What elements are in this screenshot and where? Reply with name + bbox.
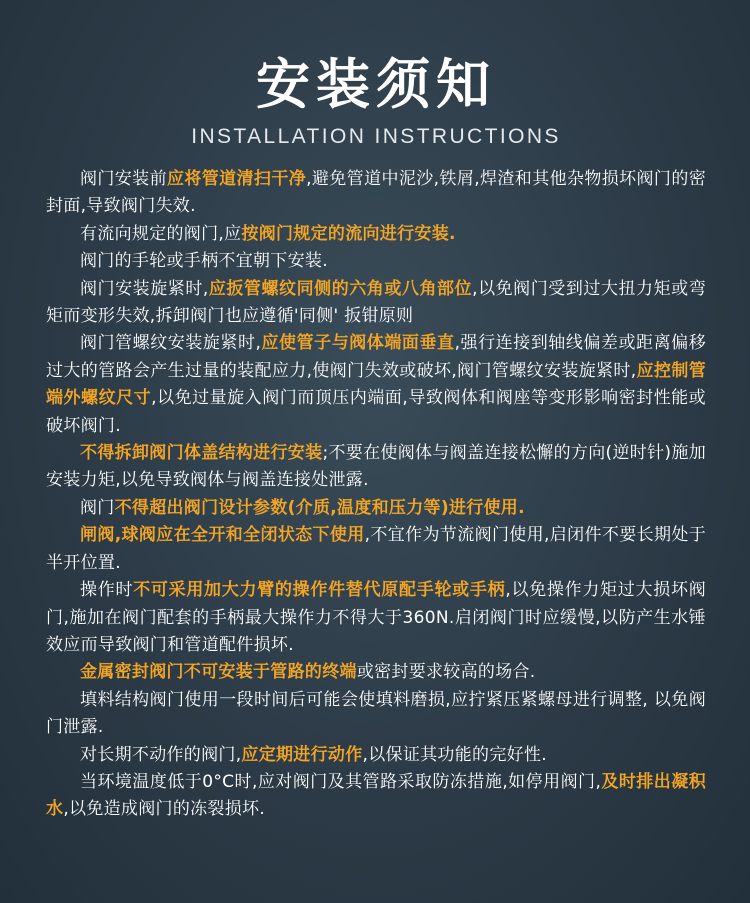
highlighted-text: 闸阀,球阀应在全开和全闭状态下使用: [80, 525, 365, 546]
instruction-paragraph: [46, 522, 706, 577]
highlighted-text: 不得拆卸阀门体盖结构进行安装: [80, 443, 323, 464]
highlighted-text: 应扳管螺纹同侧的六角或八角部位: [208, 278, 473, 299]
body-text: ,以免造成阀门的冻裂损坏.: [63, 799, 266, 820]
body-text: ,以免过量旋入阀门而顶压内端面,导致阀体和阀座等变形影响密封性能或破坏阀门.: [46, 388, 706, 436]
highlighted-text: 及时排出凝积水: [46, 771, 707, 820]
body-text: 阀门管螺纹安装旋紧时,: [80, 333, 262, 354]
instruction-paragraph: [46, 577, 706, 659]
body-text: 阀门: [80, 497, 115, 518]
instruction-paragraph: [46, 687, 706, 742]
instruction-paragraph: [46, 742, 706, 769]
body-text: 阀门安装前: [80, 169, 167, 189]
instruction-paragraph: [46, 221, 706, 248]
instruction-paragraph: [46, 659, 706, 686]
highlighted-text: 应将管道清扫干净: [166, 169, 307, 189]
body-text: 阀门的手轮或手柄不宜朝下安装.: [80, 251, 328, 272]
highlighted-text: 应使管子与阀体端面垂直: [261, 333, 455, 354]
body-text: 当环境温度低于0°C时,应对阀门及其管路采取防冻措施,如停用阀门,: [80, 771, 602, 792]
body-text: ,以保证其功能的完好性.: [362, 744, 547, 765]
body-text: 阀门安装旋紧时,: [80, 278, 209, 299]
instruction-paragraph: [46, 248, 706, 275]
body-text: ,不宜作为节流阀门使用,启闭件不要长期处于半开位置.: [46, 525, 707, 573]
body-text: ;不要在使阀体与阀盖连接松懈的方向(逆时针)施加安装力矩,以免导致阀体与阀盖连接处泄露.: [46, 443, 706, 491]
instruction-paragraph: [46, 330, 706, 440]
highlighted-text: 应控制管端外螺纹尺寸: [46, 360, 707, 409]
instruction-paragraph: [46, 440, 706, 495]
highlighted-text: 应定期进行动作: [241, 744, 363, 765]
highlighted-text: 按阀门规定的流向进行安装.: [241, 223, 456, 244]
instruction-paragraph: [46, 769, 706, 824]
instruction-paragraph: [46, 276, 706, 331]
body-text: ,强行连接到轴线偏差或距离偏移过大的管路会产生过量的装配应力,使阀门失效或破坏,阀门管螺纹安装旋紧时,: [46, 333, 706, 381]
body-text: 操作时: [80, 580, 134, 601]
body-text: ,以免阀门受到过大扭力矩或弯矩而变形失效,拆卸阀门也应遵循'同侧' 扳钳原则: [46, 278, 707, 327]
body-text: 填料结构阀门使用一段时间后可能会使填料磨损,应拧紧压紧螺母进行调整, 以免阀门泄露.: [46, 689, 706, 738]
highlighted-text: 金属密封阀门不可安装于管路的终端: [80, 662, 357, 683]
page-title: 安装须知: [256, 53, 496, 116]
body-text: 对长期不动作的阀门,: [80, 744, 242, 765]
body-text: 有流向规定的阀门,应: [80, 223, 242, 244]
body-text: ,避免管道中泥沙,铁屑,焊渣和其他杂物损坏阀门的密封面,导致阀门失效.: [46, 169, 707, 217]
instruction-paragraph: [46, 495, 706, 522]
highlighted-text: 不可采用加大力臂的操作件替代原配手轮或手柄: [133, 580, 506, 601]
instructions-body: [46, 166, 706, 824]
instruction-paragraph: [46, 166, 706, 221]
body-text: 或密封要求较高的场合.: [356, 662, 536, 683]
highlighted-text: 不得超出阀门设计参数(介质,温度和压力等)进行使用.: [114, 497, 525, 518]
body-text: ,以免操作力矩过大损坏阀门,施加在阀门配套的手柄最大操作力不得大于360N.启闭阀门时应缓慢,以防产生水锤效应而导致阀门和管道配件损坏.: [46, 580, 706, 655]
page-subtitle: INSTALLATION INSTRUCTIONS: [191, 125, 561, 148]
